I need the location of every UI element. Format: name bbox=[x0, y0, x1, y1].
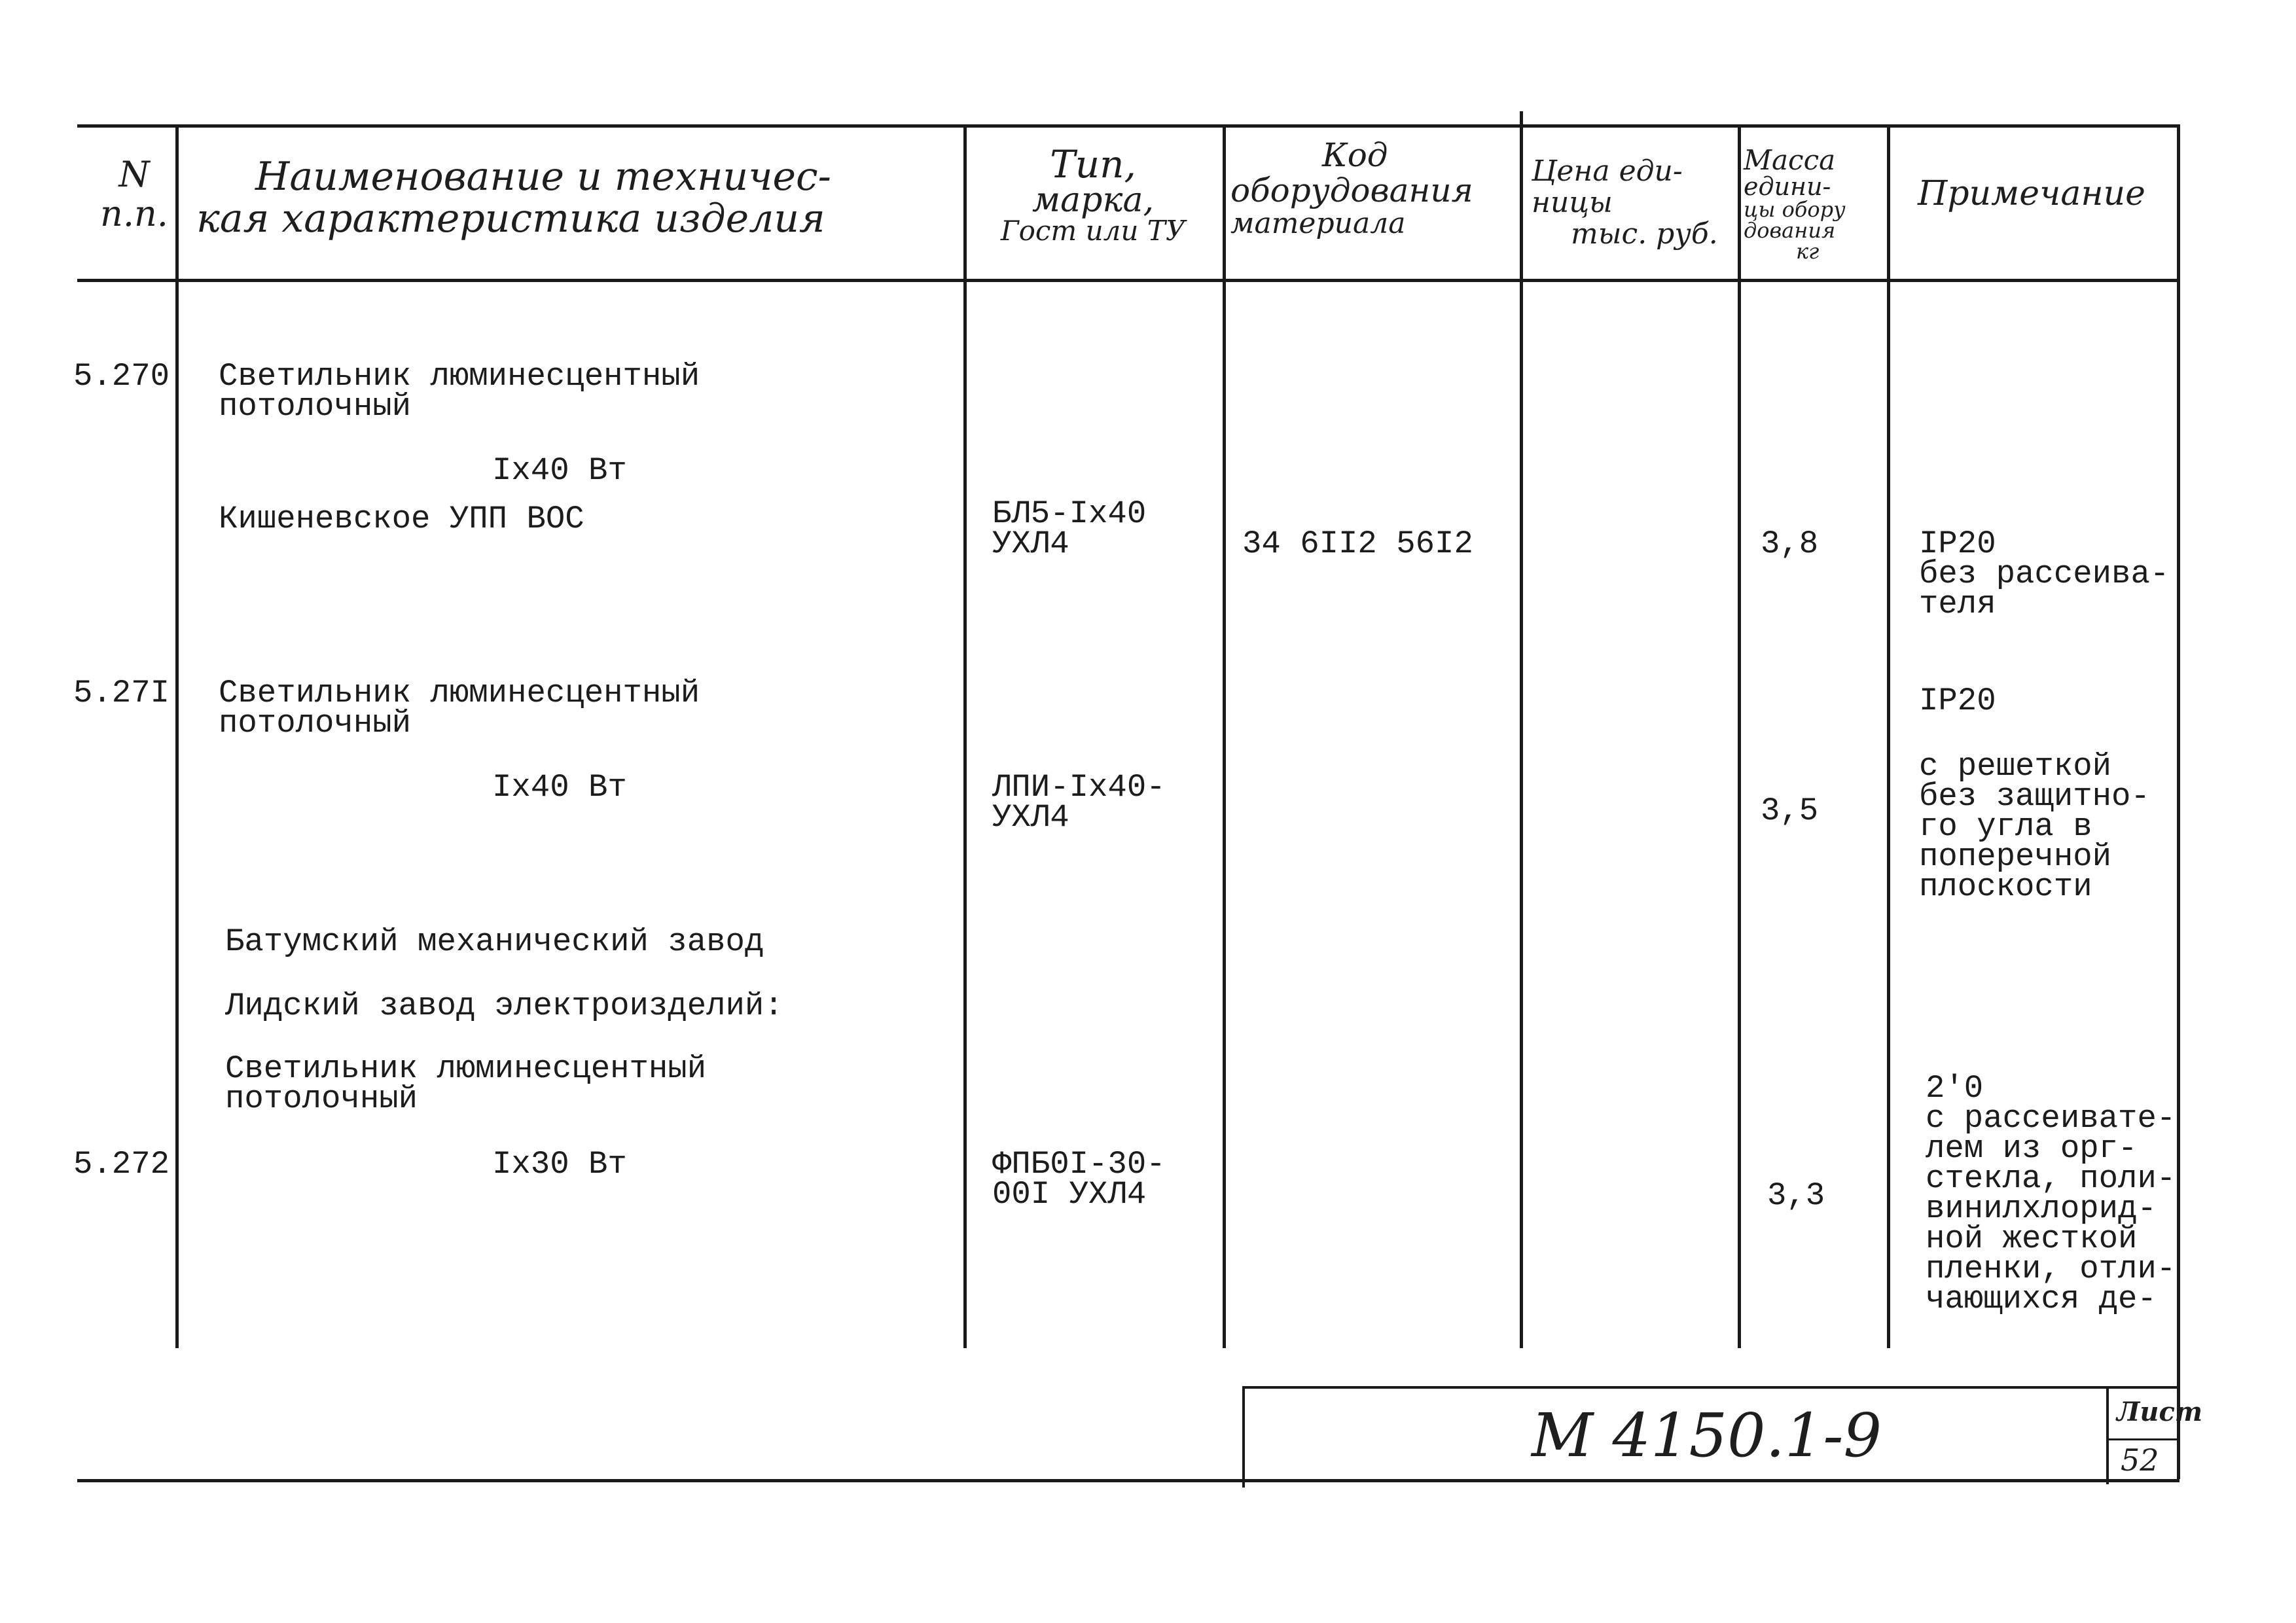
header-mass-line5: кг bbox=[1796, 239, 1820, 264]
col-divider-6 bbox=[1887, 124, 1890, 1348]
row-271-note-line4: го угла в bbox=[1919, 808, 2092, 845]
header-type-line2: марка, bbox=[1032, 181, 1154, 220]
header-code bbox=[1230, 136, 1518, 240]
row-272-type-line1: ФПБ0I-30- bbox=[992, 1146, 1166, 1183]
row-271-note-line6: плоскости bbox=[1919, 868, 2092, 905]
row-271-type-line1: ЛПИ-Iх40- bbox=[992, 769, 1166, 806]
row-271-note-line2: с решеткой bbox=[1919, 748, 2112, 785]
header-number bbox=[98, 154, 170, 234]
row-271-type-line2: УХЛ4 bbox=[992, 799, 1069, 836]
row-270-type-line2: УХЛ4 bbox=[992, 526, 1069, 562]
row-271-note-line3: без защитно- bbox=[1919, 778, 2150, 815]
row-271-name-line2: потолочный bbox=[219, 705, 412, 741]
header-code-line2: оборудования bbox=[1230, 171, 1473, 209]
row-271-note-line5: поперечной bbox=[1919, 838, 2112, 875]
col-divider-5 bbox=[1738, 124, 1741, 1348]
header-mass-line3: цы обору bbox=[1744, 197, 1846, 222]
row-272-note-line7: пленки, отли- bbox=[1926, 1251, 2176, 1287]
header-price bbox=[1532, 154, 1734, 251]
header-name-line1: Наименование и техничес- bbox=[255, 154, 831, 200]
header-name bbox=[196, 154, 831, 241]
header-price-line1: Цена еди- bbox=[1532, 154, 1683, 188]
row-271-name-line1: Светильник люминесцентный bbox=[219, 675, 700, 711]
row-270-note-line3: теля bbox=[1919, 586, 1996, 622]
col-divider-2 bbox=[963, 124, 967, 1348]
header-type-line3: Гост или ТУ bbox=[1000, 215, 1186, 247]
row-270-type-line1: БЛ5-Iх40 bbox=[992, 495, 1147, 532]
row-272-number: 5.272 bbox=[73, 1146, 170, 1183]
row-270-mass: 3,8 bbox=[1761, 526, 1819, 562]
table-top-border bbox=[77, 124, 2179, 128]
sheet-number: 52 bbox=[2121, 1442, 2159, 1478]
row-272-note-line4: стекла, поли- bbox=[1926, 1160, 2176, 1197]
row-272-note-line8: чающихся де- bbox=[1926, 1281, 2157, 1317]
row-271-maker-1: Батумский механический завод bbox=[225, 923, 764, 960]
row-270-note-line1: IP20 bbox=[1919, 526, 1996, 562]
header-note-line1: Примечание bbox=[1918, 174, 2145, 213]
header-type bbox=[969, 142, 1217, 247]
row-272-note-line5: винилхлорид- bbox=[1926, 1190, 2157, 1227]
row-272-note-line2: с рассеивате- bbox=[1926, 1100, 2176, 1137]
row-271-maker-2: Лидский завод электроизделий: bbox=[225, 988, 783, 1024]
row-270-maker: Кишеневское УПП ВОС bbox=[219, 501, 584, 537]
row-272-name-line2: потолочный bbox=[225, 1080, 418, 1117]
document-code: М 4150.1-9 bbox=[1532, 1400, 1882, 1471]
row-271-number: 5.27I bbox=[73, 675, 170, 711]
col-divider-1 bbox=[175, 124, 179, 1348]
row-271-mass: 3,5 bbox=[1761, 793, 1819, 829]
sheet-label: Лист bbox=[2117, 1397, 2203, 1427]
row-270-name-line2: потолочный bbox=[219, 388, 412, 425]
stamp-sheet-mid bbox=[2106, 1438, 2179, 1440]
row-272-name-line1: Светильник люминесцентный bbox=[225, 1050, 707, 1087]
header-number-line1: N bbox=[118, 154, 150, 195]
header-type-line1: Тип, bbox=[1050, 142, 1136, 187]
header-mass bbox=[1744, 144, 1884, 264]
row-271-note-line1: IP20 bbox=[1919, 683, 1996, 719]
row-272-type-line2: 00I УХЛ4 bbox=[992, 1176, 1147, 1213]
row-270-number: 5.270 bbox=[73, 358, 170, 395]
row-272-power: Iх30 Вт bbox=[492, 1146, 627, 1183]
row-270-power: Iх40 Вт bbox=[492, 452, 627, 489]
header-name-line2: кая характеристика изделия bbox=[196, 196, 825, 241]
stamp-sheet-divider bbox=[2106, 1386, 2109, 1484]
row-271-power: Iх40 Вт bbox=[492, 769, 627, 806]
row-272-note-line6: ной жесткой bbox=[1926, 1221, 2138, 1257]
header-mass-line2: едини- bbox=[1744, 172, 1831, 201]
row-270-note-line2: без рассеива- bbox=[1919, 556, 2170, 592]
header-mass-line4: дования bbox=[1744, 218, 1836, 243]
header-price-line2: ницы bbox=[1532, 186, 1613, 219]
stamp-top-border bbox=[1242, 1386, 2179, 1389]
row-272-note-line1: 2'0 bbox=[1926, 1070, 1984, 1107]
stamp-left-border bbox=[1242, 1386, 1245, 1488]
header-note bbox=[1918, 174, 2145, 213]
row-272-note-line3: лем из орг- bbox=[1926, 1130, 2138, 1167]
row-270-code: 34 6II2 56I2 bbox=[1242, 526, 1473, 562]
col-divider-3 bbox=[1223, 124, 1226, 1348]
header-price-line3: тыс. руб. bbox=[1571, 217, 1718, 251]
header-bottom-border bbox=[77, 279, 2179, 282]
col-divider-4 bbox=[1520, 111, 1523, 1348]
page-bottom-border bbox=[77, 1479, 2179, 1482]
header-mass-line1: Масса bbox=[1744, 144, 1836, 176]
row-270-name-line1: Светильник люминесцентный bbox=[219, 358, 700, 395]
row-272-mass: 3,3 bbox=[1767, 1177, 1825, 1214]
header-code-line1: Код bbox=[1322, 136, 1388, 174]
header-number-line2: п.п. bbox=[100, 193, 168, 234]
table-right-border bbox=[2177, 124, 2180, 1479]
header-code-line3: материала bbox=[1230, 207, 1406, 240]
